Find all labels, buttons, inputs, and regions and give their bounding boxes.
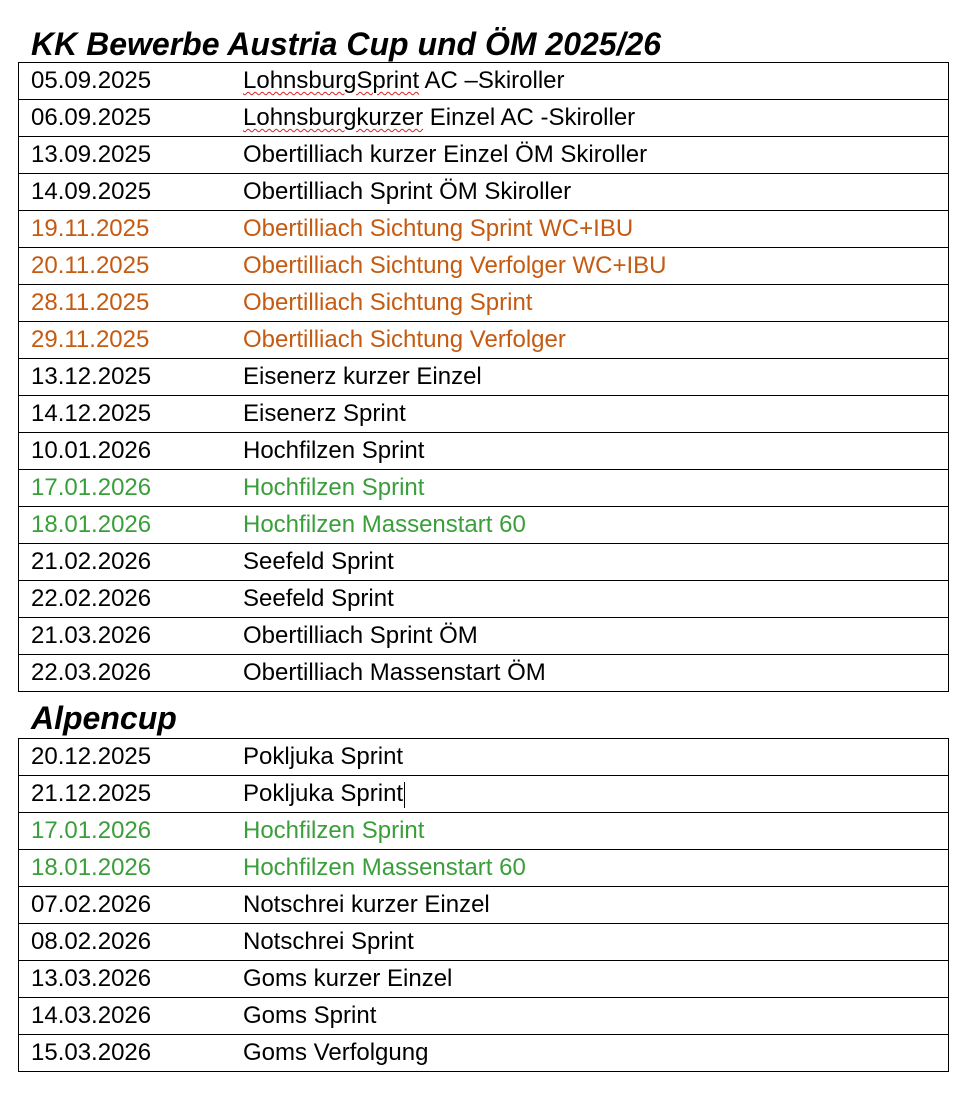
table-row <box>19 739 949 776</box>
event-name: Eisenerz kurzer Einzel <box>243 363 482 390</box>
event-date: 29.11.2025 <box>31 326 150 353</box>
event-date: 14.09.2025 <box>31 178 152 205</box>
event-date: 21.03.2026 <box>31 622 152 649</box>
table-cell[interactable] <box>19 359 949 396</box>
event-date: 22.03.2026 <box>31 659 152 686</box>
event-name: Obertilliach Sichtung Sprint WC+IBU <box>243 215 634 242</box>
table-cell[interactable] <box>19 100 949 137</box>
event-name: Obertilliach Sichtung Verfolger WC+IBU <box>243 252 667 279</box>
event-date: 19.11.2025 <box>31 215 150 242</box>
table-row <box>19 655 949 692</box>
event-name: Obertilliach Sichtung Verfolger <box>243 326 566 353</box>
table-cell[interactable] <box>19 174 949 211</box>
table-cell[interactable] <box>19 961 949 998</box>
table-row <box>19 211 949 248</box>
event-date: 18.01.2026 <box>31 854 152 881</box>
table-cell[interactable] <box>19 618 949 655</box>
table-row <box>19 174 949 211</box>
event-date: 21.12.2025 <box>31 780 152 807</box>
table-cell[interactable] <box>19 887 949 924</box>
event-name: Hochfilzen Massenstart 60 <box>243 511 526 538</box>
table-row <box>19 924 949 961</box>
spellcheck-marked-word: LohnsburgSprint <box>243 67 420 94</box>
spellcheck-marked-word: Lohnsburgkurzer <box>243 104 424 131</box>
event-date: 10.01.2026 <box>31 437 152 464</box>
event-date: 13.09.2025 <box>31 141 152 168</box>
table-cell[interactable] <box>19 1035 949 1072</box>
table-row <box>19 507 949 544</box>
event-date: 13.03.2026 <box>31 965 152 992</box>
table-cell[interactable] <box>19 507 949 544</box>
table-cell[interactable] <box>19 396 949 433</box>
table-cell[interactable] <box>19 544 949 581</box>
event-name: Notschrei kurzer Einzel <box>243 891 490 918</box>
table-cell[interactable] <box>19 998 949 1035</box>
schedule-table-alpencup <box>18 738 949 1072</box>
table-row <box>19 850 949 887</box>
event-name: Pokljuka Sprint <box>243 780 404 807</box>
event-date: 08.02.2026 <box>31 928 152 955</box>
event-date: 17.01.2026 <box>31 474 152 501</box>
event-name-rest: Einzel AC -Skiroller <box>423 104 636 131</box>
table-row <box>19 887 949 924</box>
event-name: Hochfilzen Sprint <box>243 437 425 464</box>
event-name: Goms kurzer Einzel <box>243 965 453 992</box>
table-cell[interactable] <box>19 470 949 507</box>
table-row <box>19 359 949 396</box>
event-name: Hochfilzen Sprint <box>243 817 425 844</box>
table-cell[interactable] <box>19 137 949 174</box>
table-cell[interactable] <box>19 655 949 692</box>
table-row <box>19 776 949 813</box>
table-cell[interactable] <box>19 63 949 100</box>
text-cursor <box>404 782 405 808</box>
event-name: Obertilliach Sprint ÖM <box>243 622 478 649</box>
event-name <box>243 67 565 95</box>
event-date: 14.03.2026 <box>31 1002 152 1029</box>
table-cell[interactable] <box>19 739 949 776</box>
table-cell[interactable] <box>19 285 949 322</box>
event-date: 20.12.2025 <box>31 743 152 770</box>
table-row <box>19 322 949 359</box>
event-name <box>243 104 635 132</box>
table-row <box>19 998 949 1035</box>
table-row <box>19 137 949 174</box>
event-name: Obertilliach Sichtung Sprint <box>243 289 533 316</box>
table-cell[interactable] <box>19 924 949 961</box>
table-row <box>19 618 949 655</box>
event-date: 13.12.2025 <box>31 363 152 390</box>
event-name: Obertilliach Massenstart ÖM <box>243 659 546 686</box>
section-title-alpencup: Alpencup <box>31 700 177 736</box>
event-date: 17.01.2026 <box>31 817 152 844</box>
table-cell[interactable] <box>19 211 949 248</box>
event-date: 07.02.2026 <box>31 891 152 918</box>
event-name: Pokljuka Sprint <box>243 743 404 770</box>
schedule-table-austria-cup <box>18 62 949 692</box>
table-row <box>19 544 949 581</box>
table-row <box>19 396 949 433</box>
table-cell[interactable] <box>19 248 949 285</box>
table-row <box>19 285 949 322</box>
table-row <box>19 470 949 507</box>
event-name: Seefeld Sprint <box>243 548 394 575</box>
event-date: 14.12.2025 <box>31 400 152 427</box>
table-cell[interactable] <box>19 581 949 618</box>
event-date: 05.09.2025 <box>31 67 152 94</box>
event-date: 21.02.2026 <box>31 548 152 575</box>
table-cell[interactable] <box>19 776 949 813</box>
table-row <box>19 1035 949 1072</box>
event-date: 06.09.2025 <box>31 104 152 131</box>
table-row <box>19 100 949 137</box>
table-cell[interactable] <box>19 322 949 359</box>
table-cell[interactable] <box>19 850 949 887</box>
event-date: 20.11.2025 <box>31 252 150 279</box>
event-name: Hochfilzen Massenstart 60 <box>243 854 526 881</box>
event-name: Eisenerz Sprint <box>243 400 406 427</box>
event-name: Goms Sprint <box>243 1002 377 1029</box>
event-name-rest: AC –Skiroller <box>419 67 565 94</box>
event-name: Seefeld Sprint <box>243 585 394 612</box>
table-row <box>19 961 949 998</box>
table-row <box>19 581 949 618</box>
section-title-austria-cup: KK Bewerbe Austria Cup und ÖM 2025/26 <box>31 26 662 62</box>
event-name: Obertilliach kurzer Einzel ÖM Skiroller <box>243 141 648 168</box>
event-date: 18.01.2026 <box>31 511 152 538</box>
event-name: Notschrei Sprint <box>243 928 414 955</box>
table-row <box>19 248 949 285</box>
event-name: Obertilliach Sprint ÖM Skiroller <box>243 178 572 205</box>
event-date: 15.03.2026 <box>31 1039 152 1066</box>
table-cell[interactable] <box>19 433 949 470</box>
table-row <box>19 813 949 850</box>
event-name: Hochfilzen Sprint <box>243 474 425 501</box>
event-date: 22.02.2026 <box>31 585 152 612</box>
event-name: Goms Verfolgung <box>243 1039 429 1066</box>
table-row <box>19 63 949 100</box>
event-date: 28.11.2025 <box>31 289 150 316</box>
table-cell[interactable] <box>19 813 949 850</box>
table-row <box>19 433 949 470</box>
